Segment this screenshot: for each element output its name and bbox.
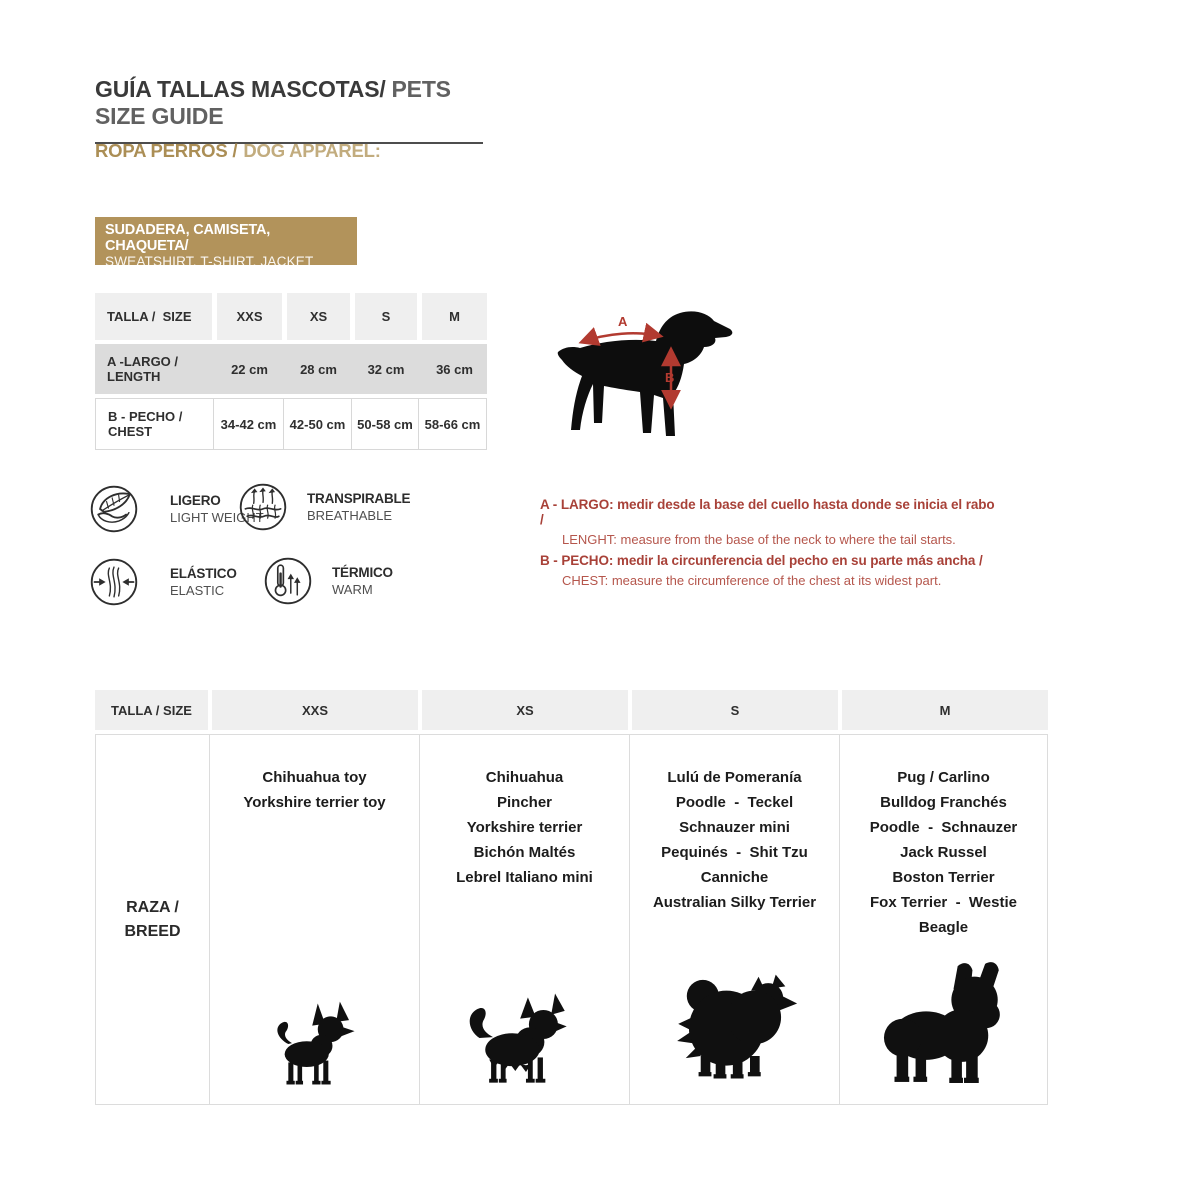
pomeranian-figure <box>660 962 810 1090</box>
chest-xs: 42-50 cm <box>283 398 352 450</box>
breed-header-label: TALLA / SIZE <box>95 690 208 730</box>
feature-name-en: LIGHT WEIGHT <box>170 510 264 525</box>
feature-name-en: BREATHABLE <box>307 508 393 523</box>
breed-cell-xxs <box>209 734 420 1105</box>
chest-row-label: B - PECHO / CHEST <box>95 398 214 450</box>
elastic-icon <box>88 556 140 608</box>
chest-m: 58-66 cm <box>418 398 487 450</box>
breed-header-xxs: XXS <box>212 690 418 730</box>
subtitle-spanish: ROPA PERROS / <box>95 140 238 161</box>
note-a-spanish: A - LARGO: medir desde la base del cuello hasta donde se inicia el rabo / <box>540 497 995 527</box>
breed-cell-s <box>629 734 840 1105</box>
size-table-length-row <box>95 344 487 394</box>
feature-elastic <box>88 556 237 608</box>
category-box <box>95 217 357 269</box>
thermal-icon <box>262 555 314 607</box>
breed-header-s: S <box>632 690 838 730</box>
feature-name-en: WARM <box>332 582 373 597</box>
feature-thermal <box>262 555 393 607</box>
measurement-notes <box>540 497 1000 594</box>
lightweight-icon <box>88 483 140 535</box>
size-table-header-xxs: XXS <box>217 293 282 340</box>
note-b-english: CHEST: measure the circumference of the chest at its widest part. <box>562 573 942 588</box>
length-m: 36 cm <box>436 361 473 377</box>
feature-name-es: TÉRMICO <box>332 565 393 580</box>
note-a-english: LENGHT: measure from the base of the neck to where the tail starts. <box>562 532 956 547</box>
feature-name-en: ELASTIC <box>170 583 225 598</box>
size-table-header-xs: XS <box>287 293 350 340</box>
dog-silhouette <box>558 311 733 436</box>
title-spanish: GUÍA TALLAS MASCOTAS/ <box>95 76 386 102</box>
length-row-label: A -LARGO / LENGTH <box>107 354 179 384</box>
chest-xxs: 34-42 cm <box>213 398 284 450</box>
feature-name-es: ELÁSTICO <box>170 566 237 581</box>
chihuahua-figure <box>261 998 369 1090</box>
length-s: 32 cm <box>367 361 405 377</box>
subtitle-english: DOG APPAREL: <box>243 140 381 161</box>
diagram-label-b: B <box>665 370 675 385</box>
size-table-header-s: S <box>355 293 417 340</box>
long-haired-chihuahua-figure <box>462 990 588 1090</box>
breed-list-m: Pug / Carlino Bulldog Franchés Poodle - Schnauzer Jack Russel Boston Terrier Fox Terrier - Westie Beagle <box>869 769 1018 936</box>
section-subtitle <box>95 140 381 162</box>
breed-list-xs: Chihuahua Pincher Yorkshire terrier Bichón Maltés Lebrel Italiano mini <box>456 769 593 886</box>
length-xs: 28 cm <box>300 361 337 377</box>
breed-cell-m <box>839 734 1048 1105</box>
note-b-spanish: B - PECHO: medir la circunferencia del pecho en su parte más ancha / <box>540 553 983 568</box>
measurement-dog-figure <box>552 302 752 460</box>
breed-cell-xs <box>419 734 630 1105</box>
breed-header-xs: XS <box>422 690 628 730</box>
diagram-label-a: A <box>618 314 628 329</box>
size-table-header-row <box>95 293 487 340</box>
size-table-chest-row <box>95 398 487 450</box>
category-line-english: SWEATSHIRT, T-SHIRT, JACKET <box>105 254 314 269</box>
page-title <box>95 76 483 144</box>
breed-table-body <box>95 734 1048 1105</box>
feature-name-es: TRANSPIRABLE <box>307 491 411 506</box>
category-line-spanish: SUDADERA, CAMISETA, CHAQUETA/ <box>105 222 271 254</box>
feature-name-es: LIGERO <box>170 493 221 508</box>
breathable-icon <box>237 481 289 533</box>
breed-row-label: RAZA / BREED <box>95 734 210 1105</box>
length-xxs: 22 cm <box>231 361 268 377</box>
size-table <box>95 293 487 450</box>
breed-header-m: M <box>842 690 1048 730</box>
french-bulldog-figure <box>865 958 1023 1090</box>
size-table-header-m: M <box>422 293 487 340</box>
chest-s: 50-58 cm <box>351 398 419 450</box>
title-english: PETS SIZE GUIDE <box>95 76 451 129</box>
size-table-header-label: TALLA / SIZE <box>95 293 212 340</box>
breed-list-xxs: Chihuahua toy Yorkshire terrier toy <box>243 769 386 811</box>
breed-table-header <box>95 690 1048 730</box>
feature-breathable <box>237 481 410 533</box>
breed-list-s: Lulú de Pomeranía Poodle - Teckel Schnauzer mini Pequinés - Shit Tzu Canniche Australian Silky Terrier <box>652 769 817 911</box>
